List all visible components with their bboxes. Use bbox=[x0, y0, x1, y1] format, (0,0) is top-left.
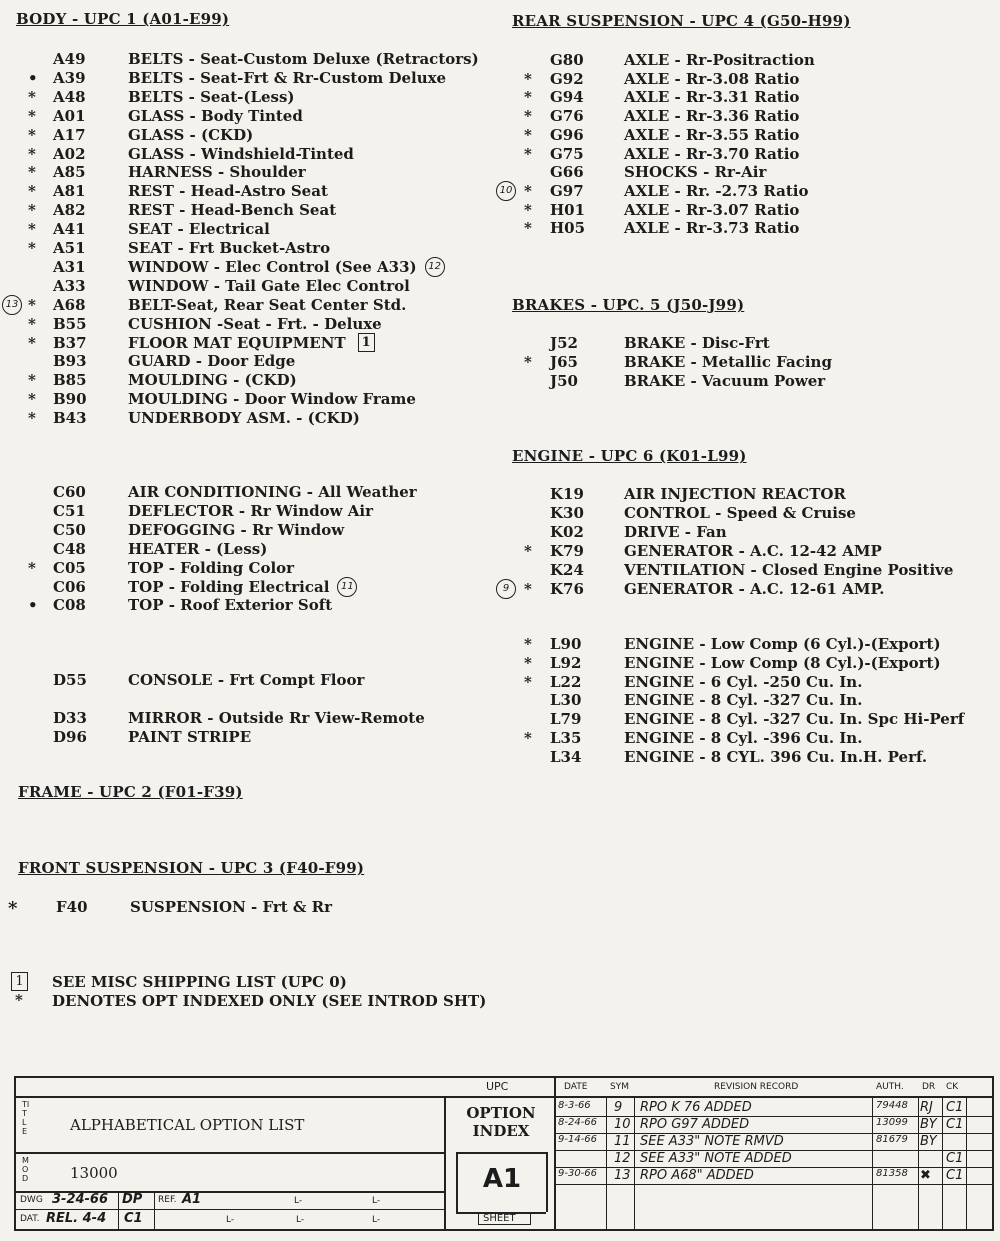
option-description: ENGINE - 8 CYL. 396 Cu. In.H. Perf. bbox=[624, 747, 928, 766]
option-code: B37 bbox=[53, 333, 87, 352]
opt-indexed-marker: * bbox=[524, 672, 532, 691]
opt-indexed-marker: * bbox=[28, 220, 36, 239]
front-suspension-row bbox=[0, 898, 480, 917]
ref-value: A1 bbox=[182, 1192, 202, 1207]
rear-suspension-section-header: REAR SUSPENSION - UPC 4 (G50-H99) bbox=[512, 12, 851, 30]
revision-date-cell: 9-14-66 bbox=[558, 1134, 598, 1145]
revision-dr-cell: RJ bbox=[920, 1100, 933, 1115]
opt-indexed-marker: * bbox=[524, 125, 532, 144]
opt-indexed-marker: * bbox=[28, 390, 36, 409]
dat-label: DAT. bbox=[20, 1214, 40, 1224]
option-description: GLASS - Body Tinted bbox=[128, 106, 303, 125]
l-field: L- bbox=[296, 1215, 305, 1225]
opt-indexed-marker: * bbox=[524, 181, 532, 200]
option-code: A39 bbox=[53, 68, 86, 87]
opt-indexed-marker: * bbox=[524, 144, 532, 163]
option-row bbox=[0, 219, 1000, 238]
option-code: H05 bbox=[550, 219, 586, 238]
drawing-title-block bbox=[14, 1076, 994, 1231]
option-row bbox=[0, 372, 1000, 391]
option-code: J65 bbox=[550, 352, 578, 371]
option-code: G97 bbox=[550, 181, 584, 200]
revision-sym-cell: 13 bbox=[614, 1168, 631, 1183]
option-row bbox=[0, 163, 1000, 182]
option-code: D55 bbox=[53, 671, 87, 689]
option-code: L92 bbox=[550, 653, 582, 672]
option-code: A49 bbox=[53, 50, 86, 68]
shipping-list-note: SEE MISC SHIPPING LIST (UPC 0) bbox=[52, 973, 347, 991]
brakes-section-header: BRAKES - UPC. 5 (J50-J99) bbox=[512, 296, 745, 314]
option-code: K19 bbox=[550, 485, 584, 503]
rev-dr-header: DR bbox=[922, 1082, 936, 1092]
revision-sym-cell: 11 bbox=[614, 1134, 631, 1149]
revision-auth-cell: 13099 bbox=[876, 1117, 908, 1128]
option-code: B90 bbox=[53, 390, 87, 409]
option-code: B93 bbox=[53, 352, 87, 371]
option-code: A17 bbox=[53, 125, 86, 144]
option-description: BELT-Seat, Rear Seat Center Std. bbox=[128, 295, 407, 314]
opt-indexed-marker: * bbox=[28, 106, 36, 125]
option-row bbox=[0, 501, 1000, 523]
option-description: AXLE - Rr-3.70 Ratio bbox=[624, 144, 800, 163]
upc-option-index: OPTION INDEX bbox=[466, 1104, 536, 1140]
option-code: A02 bbox=[53, 144, 86, 163]
opt-indexed-marker: * bbox=[28, 409, 36, 428]
revision-ck-cell: C1 bbox=[946, 1117, 964, 1132]
option-code: C51 bbox=[53, 501, 86, 520]
option-row bbox=[0, 296, 1000, 315]
option-code: A68 bbox=[53, 295, 86, 314]
opt-indexed-marker: * bbox=[28, 125, 36, 144]
opt-indexed-marker: • bbox=[28, 68, 38, 87]
option-description: AXLE - Rr-3.55 Ratio bbox=[624, 125, 800, 144]
option-description: CUSHION -Seat - Frt. - Deluxe bbox=[128, 314, 382, 333]
option-description: AIR INJECTION REACTOR bbox=[624, 485, 846, 503]
revision-record-cell: RPO A68" ADDED bbox=[640, 1168, 754, 1183]
option-code: L22 bbox=[550, 672, 582, 691]
option-code: D33 bbox=[53, 709, 87, 727]
option-code: K02 bbox=[550, 522, 584, 541]
opt-indexed-marker: * bbox=[524, 352, 532, 371]
option-row bbox=[0, 409, 1000, 428]
option-row bbox=[0, 558, 1000, 580]
option-row bbox=[0, 596, 1000, 615]
option-code: C50 bbox=[53, 520, 86, 539]
rev-auth-header: AUTH. bbox=[876, 1082, 904, 1092]
revision-sym-cell: 10 bbox=[614, 1117, 631, 1132]
dwg-label: DWG bbox=[20, 1195, 43, 1205]
option-code: A41 bbox=[53, 220, 86, 239]
option-description: UNDERBODY ASM. - (CKD) bbox=[128, 409, 360, 428]
opt-indexed-marker: * bbox=[28, 371, 36, 390]
revision-dr-cell: BY bbox=[920, 1117, 937, 1132]
opt-indexed-marker: * bbox=[28, 201, 36, 220]
indexed-only-note: DENOTES OPT INDEXED ONLY (SEE INTROD SHT) bbox=[52, 992, 487, 1010]
opt-indexed-marker: * bbox=[28, 87, 36, 106]
option-description: TOP - Folding Color bbox=[128, 558, 295, 577]
option-description: BRAKE - Disc-Frt bbox=[624, 334, 770, 352]
option-description: GENERATOR - A.C. 12-61 AMP. bbox=[624, 579, 885, 598]
sheet-label bbox=[478, 1212, 531, 1225]
option-code: C48 bbox=[53, 539, 86, 558]
option-code: L34 bbox=[550, 747, 582, 766]
option-code: L90 bbox=[550, 635, 582, 653]
option-row bbox=[0, 88, 1000, 107]
option-row bbox=[0, 485, 1000, 504]
option-description: AIR CONDITIONING - All Weather bbox=[128, 483, 417, 501]
option-description: AXLE - Rr. -2.73 Ratio bbox=[624, 181, 809, 200]
option-row bbox=[0, 390, 1000, 409]
option-code: C08 bbox=[53, 596, 86, 615]
option-row bbox=[0, 710, 1000, 729]
option-row bbox=[0, 258, 1000, 277]
option-code: G80 bbox=[550, 51, 584, 69]
option-code: L79 bbox=[550, 710, 582, 729]
option-code: K24 bbox=[550, 560, 584, 579]
revision-auth-cell: 81679 bbox=[876, 1134, 908, 1145]
option-code: C06 bbox=[53, 577, 86, 596]
rev-record-header: REVISION RECORD bbox=[714, 1082, 799, 1092]
option-row bbox=[0, 577, 1000, 599]
revision-ck-cell: C1 bbox=[946, 1151, 964, 1166]
option-code: J50 bbox=[550, 371, 578, 390]
revision-record-cell: RPO G97 ADDED bbox=[640, 1117, 750, 1132]
option-code: A01 bbox=[53, 106, 86, 125]
revision-record-cell: SEE A33" NOTE ADDED bbox=[640, 1151, 792, 1166]
opt-indexed-marker: • bbox=[28, 596, 38, 615]
opt-indexed-marker: * bbox=[28, 163, 36, 182]
option-description: ENGINE - 8 Cyl. -327 Cu. In. Spc Hi-Perf bbox=[624, 710, 965, 729]
note-box-marker: 1 bbox=[11, 972, 28, 991]
option-code: K30 bbox=[550, 503, 584, 522]
engine-section-header: ENGINE - UPC 6 (K01-L99) bbox=[512, 447, 747, 465]
opt-indexed-marker: * bbox=[28, 239, 36, 257]
opt-indexed-marker: * bbox=[28, 144, 36, 163]
release-by: C1 bbox=[124, 1211, 143, 1226]
revision-date-cell: 9-30-66 bbox=[558, 1168, 598, 1179]
revision-circle-marker: 9 bbox=[496, 579, 516, 599]
option-description: SUSPENSION - Frt & Rr bbox=[130, 898, 333, 916]
option-row bbox=[0, 51, 1000, 70]
option-code: B55 bbox=[53, 314, 87, 333]
option-code: G76 bbox=[550, 107, 584, 126]
option-description: CONSOLE - Frt Compt Floor bbox=[128, 671, 365, 689]
option-code: A33 bbox=[53, 276, 86, 295]
option-row bbox=[0, 334, 1000, 353]
body-section-header: BODY - UPC 1 (A01-E99) bbox=[16, 10, 230, 28]
option-description: BRAKE - Metallic Facing bbox=[624, 352, 832, 371]
ref-label: REF. bbox=[158, 1195, 177, 1205]
option-description: AXLE - Rr-3.73 Ratio bbox=[624, 219, 800, 238]
option-code: J52 bbox=[550, 334, 578, 352]
option-row bbox=[0, 691, 1000, 710]
option-description: VENTILATION - Closed Engine Positive bbox=[624, 560, 954, 579]
option-code: L30 bbox=[550, 691, 582, 710]
l-field: L- bbox=[294, 1196, 303, 1206]
opt-indexed-marker: * bbox=[524, 219, 532, 238]
revision-record-cell: RPO K 76 ADDED bbox=[640, 1100, 752, 1115]
opt-indexed-marker: * bbox=[524, 200, 532, 219]
option-description: ENGINE - Low Comp (8 Cyl.)-(Export) bbox=[624, 653, 941, 672]
option-row bbox=[0, 539, 1000, 561]
revision-circle-marker: 11 bbox=[337, 577, 357, 597]
opt-indexed-marker: * bbox=[524, 107, 532, 126]
option-description: BELTS - Seat-Frt & Rr-Custom Deluxe bbox=[128, 68, 447, 87]
opt-indexed-marker: * bbox=[28, 295, 36, 314]
option-description: ENGINE - 8 Cyl. -327 Cu. In. bbox=[624, 691, 863, 710]
option-description: AXLE - Rr-3.08 Ratio bbox=[624, 69, 800, 88]
option-description: SEAT - Electrical bbox=[128, 220, 270, 239]
option-description: GLASS - (CKD) bbox=[128, 125, 254, 144]
option-description: FLOOR MAT EQUIPMENT bbox=[128, 333, 346, 352]
revision-dr-cell: ✖ bbox=[920, 1168, 931, 1183]
revision-ck-cell: C1 bbox=[946, 1168, 964, 1183]
option-description: BELTS - Seat-(Less) bbox=[128, 87, 295, 106]
option-code: B43 bbox=[53, 409, 87, 428]
option-description: SHOCKS - Rr-Air bbox=[624, 163, 767, 182]
option-description: ENGINE - 8 Cyl. -396 Cu. In. bbox=[624, 729, 863, 747]
opt-indexed-marker: * bbox=[524, 69, 532, 88]
option-row bbox=[0, 70, 1000, 89]
opt-indexed-marker: * bbox=[524, 541, 532, 560]
l-field: L- bbox=[372, 1215, 381, 1225]
option-row bbox=[0, 748, 1000, 767]
note-box-marker: 1 bbox=[358, 333, 375, 352]
option-description: HARNESS - Shoulder bbox=[128, 163, 306, 182]
opt-indexed-marker: * bbox=[524, 88, 532, 107]
model-number: 13000 bbox=[70, 1164, 118, 1182]
option-description: WINDOW - Tail Gate Elec Control bbox=[128, 276, 410, 295]
option-code: K79 bbox=[550, 541, 584, 560]
rev-sym-header: SYM bbox=[610, 1082, 629, 1092]
l-field: L- bbox=[372, 1196, 381, 1206]
option-description: MIRROR - Outside Rr View-Remote bbox=[128, 709, 425, 727]
upc-label: UPC bbox=[486, 1080, 509, 1093]
option-code: C60 bbox=[53, 483, 86, 501]
option-description: GENERATOR - A.C. 12-42 AMP bbox=[624, 541, 882, 560]
option-description: AXLE - Rr-3.36 Ratio bbox=[624, 107, 800, 126]
opt-indexed-marker: * bbox=[524, 579, 532, 598]
revision-circle-marker: 10 bbox=[496, 181, 516, 201]
front-suspension-section-header: FRONT SUSPENSION - UPC 3 (F40-F99) bbox=[18, 859, 365, 877]
option-description: AXLE - Rr-3.31 Ratio bbox=[624, 88, 800, 107]
frame-section-header: FRAME - UPC 2 (F01-F39) bbox=[18, 783, 243, 801]
revision-record-cell: SEE A33" NOTE RMVD bbox=[640, 1134, 784, 1149]
option-description: DRIVE - Fan bbox=[624, 522, 727, 541]
option-description: WINDOW - Elec Control (See A33) bbox=[128, 257, 417, 276]
option-description: REST - Head-Astro Seat bbox=[128, 182, 328, 201]
option-code: G96 bbox=[550, 125, 584, 144]
option-code: B85 bbox=[53, 371, 87, 390]
option-description: REST - Head-Bench Seat bbox=[128, 201, 337, 220]
option-description: GLASS - Windshield-Tinted bbox=[128, 144, 354, 163]
option-code: F40 bbox=[56, 898, 88, 916]
title-field-label: TITLE bbox=[22, 1100, 30, 1136]
opt-indexed-marker: * bbox=[8, 898, 18, 919]
rev-date-header: DATE bbox=[564, 1082, 588, 1092]
opt-indexed-marker: * bbox=[28, 558, 36, 577]
revision-circle-marker: 13 bbox=[2, 295, 22, 315]
option-description: DEFOGGING - Rr Window bbox=[128, 520, 345, 539]
option-row bbox=[0, 673, 1000, 692]
option-description: TOP - Roof Exterior Soft bbox=[128, 596, 333, 615]
option-row bbox=[0, 145, 1000, 164]
option-code: G75 bbox=[550, 144, 584, 163]
revision-auth-cell: 81358 bbox=[876, 1168, 908, 1179]
revision-dr-cell: BY bbox=[920, 1134, 937, 1149]
option-code: D96 bbox=[53, 727, 87, 746]
option-description: AXLE - Rr-3.07 Ratio bbox=[624, 200, 800, 219]
revision-circle-marker: 12 bbox=[425, 257, 445, 277]
opt-indexed-marker: * bbox=[28, 182, 36, 201]
option-description: DEFLECTOR - Rr Window Air bbox=[128, 501, 374, 520]
sheet-label-text: SHEET bbox=[483, 1213, 516, 1224]
option-code: H01 bbox=[550, 200, 586, 219]
revision-date-cell: 8-24-66 bbox=[558, 1117, 598, 1128]
opt-indexed-marker: * bbox=[524, 729, 532, 747]
option-row bbox=[0, 729, 1000, 748]
revision-sym-cell: 12 bbox=[614, 1151, 631, 1166]
option-description: HEATER - (Less) bbox=[128, 539, 268, 558]
option-description: MOULDING - (CKD) bbox=[128, 371, 297, 390]
opt-indexed-marker: * bbox=[524, 635, 532, 653]
revision-ck-cell: C1 bbox=[946, 1100, 964, 1115]
option-code: L35 bbox=[550, 729, 582, 747]
option-row bbox=[0, 107, 1000, 126]
option-description: BELTS - Seat-Custom Deluxe (Retractors) bbox=[128, 50, 479, 68]
drawing-title: ALPHABETICAL OPTION LIST bbox=[70, 1116, 305, 1134]
opt-indexed-marker: * bbox=[524, 653, 532, 672]
option-row bbox=[0, 277, 1000, 296]
opt-indexed-marker: * bbox=[28, 333, 36, 352]
option-code: A31 bbox=[53, 257, 86, 276]
option-description: TOP - Folding Electrical bbox=[128, 577, 330, 596]
option-row bbox=[0, 182, 1000, 201]
mod-field-label: MOD bbox=[22, 1156, 29, 1183]
option-description: GUARD - Door Edge bbox=[128, 352, 296, 371]
option-row bbox=[0, 239, 1000, 258]
option-row bbox=[0, 520, 1000, 542]
option-row bbox=[0, 635, 1000, 654]
option-row bbox=[0, 315, 1000, 334]
option-row bbox=[0, 353, 1000, 372]
option-code: G94 bbox=[550, 88, 584, 107]
option-code: G92 bbox=[550, 69, 584, 88]
option-description: SEAT - Frt Bucket-Astro bbox=[128, 239, 331, 257]
option-description: ENGINE - 6 Cyl. -250 Cu. In. bbox=[624, 672, 863, 691]
revision-date-cell: 8-3-66 bbox=[558, 1100, 591, 1111]
option-description: CONTROL - Speed & Cruise bbox=[624, 503, 856, 522]
revision-auth-cell: 79448 bbox=[876, 1100, 908, 1111]
note-star-marker: * bbox=[15, 991, 23, 1009]
option-code: A85 bbox=[53, 163, 86, 182]
option-row bbox=[0, 126, 1000, 145]
rev-ck-header: CK bbox=[946, 1082, 959, 1092]
option-description: AXLE - Rr-Positraction bbox=[624, 51, 815, 69]
option-row bbox=[0, 654, 1000, 673]
dwg-date: 3-24-66 bbox=[52, 1192, 109, 1207]
option-description: ENGINE - Low Comp (6 Cyl.)-(Export) bbox=[624, 635, 941, 653]
option-row bbox=[0, 201, 1000, 220]
option-code: A81 bbox=[53, 182, 86, 201]
option-code: K76 bbox=[550, 579, 584, 598]
option-description: BRAKE - Vacuum Power bbox=[624, 371, 826, 390]
revision-sym-cell: 9 bbox=[614, 1100, 623, 1115]
sheet-id: A1 bbox=[482, 1164, 522, 1194]
l-field: L- bbox=[226, 1215, 235, 1225]
option-description: MOULDING - Door Window Frame bbox=[128, 390, 416, 409]
option-description: PAINT STRIPE bbox=[128, 727, 252, 746]
option-code: A82 bbox=[53, 201, 86, 220]
release-date: REL. 4-4 bbox=[46, 1211, 107, 1226]
opt-indexed-marker: * bbox=[28, 314, 36, 333]
option-code: A51 bbox=[53, 239, 86, 257]
option-code: G66 bbox=[550, 163, 584, 182]
dwg-drawn-by: DP bbox=[122, 1192, 143, 1207]
option-code: C05 bbox=[53, 558, 86, 577]
option-code: A48 bbox=[53, 87, 86, 106]
